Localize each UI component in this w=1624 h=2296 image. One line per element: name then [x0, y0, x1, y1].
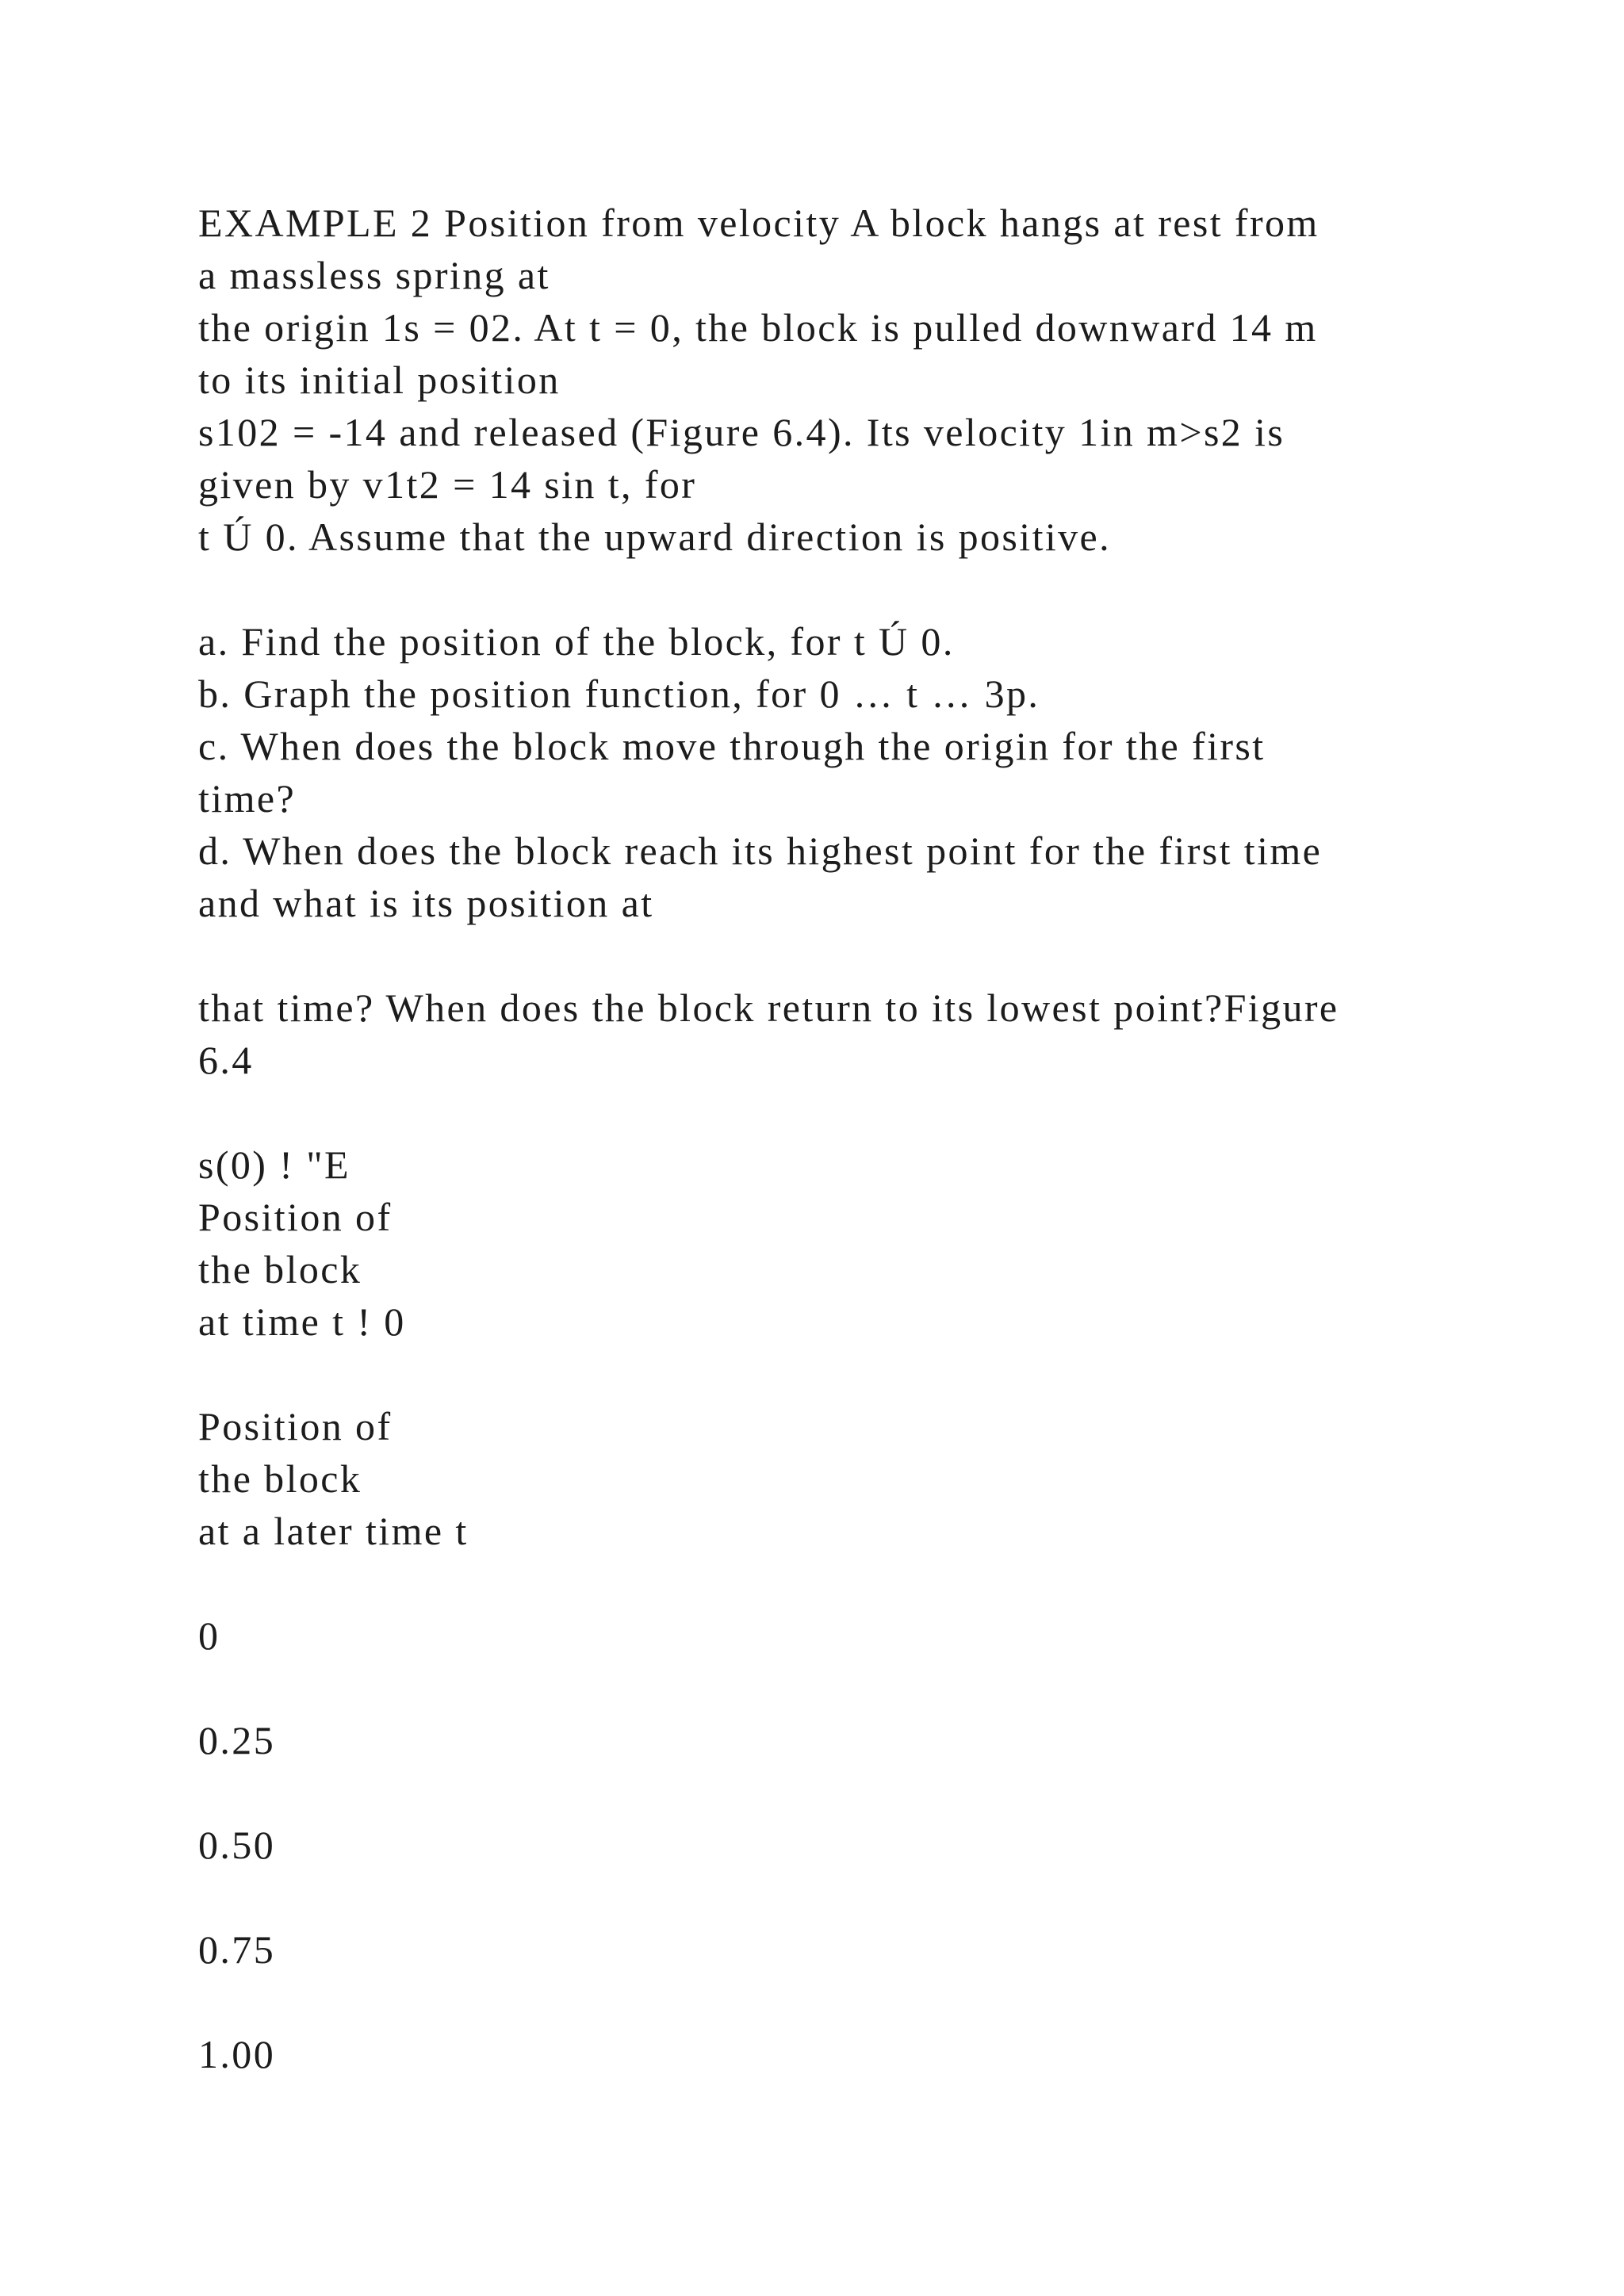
question-line-b: b. Graph the position function, for 0 … t … 3p. [198, 672, 1040, 716]
problem-text-line: EXAMPLE 2 Position from velocity A block hangs at rest from [198, 201, 1320, 245]
question-line-a: a. Find the position of the block, for t Ú 0. [198, 619, 955, 664]
figure-number: 6.4 [198, 1038, 254, 1082]
figure-label-initial: at time t ! 0 [198, 1299, 406, 1344]
continuation-line: that time? When does the block return to its lowest point?Figure [198, 985, 1339, 1030]
axis-value: 0.50 [198, 1823, 276, 1867]
question-line-c-cont: time? [198, 776, 297, 821]
problem-text-line: to its initial position [198, 358, 561, 402]
question-line-d: d. When does the block reach its highest point for the first time [198, 828, 1323, 873]
problem-text-line: given by v1t2 = 14 sin t, for [198, 462, 697, 507]
figure-label-later: at a later time t [198, 1509, 469, 1553]
question-line-c: c. When does the block move through the origin for the first [198, 724, 1266, 768]
question-line-d-cont: and what is its position at [198, 881, 654, 925]
axis-value: 0.25 [198, 1718, 276, 1762]
problem-text-line: the origin 1s = 02. At t = 0, the block is pulled downward 14 m [198, 305, 1318, 350]
figure-label-initial: s(0) ! "E [198, 1142, 350, 1187]
figure-label-later: the block [198, 1456, 362, 1501]
problem-text-line: a massless spring at [198, 253, 550, 297]
problem-text-line: t Ú 0. Assume that the upward direction is positive. [198, 515, 1112, 559]
axis-value: 1.00 [198, 2032, 276, 2076]
problem-text-line: s102 = -14 and released (Figure 6.4). Its velocity 1in m>s2 is [198, 410, 1285, 454]
figure-label-initial: Position of [198, 1195, 393, 1239]
axis-value: 0.75 [198, 1927, 276, 1972]
axis-value: 0 [198, 1613, 220, 1658]
figure-label-later: Position of [198, 1404, 393, 1448]
figure-label-initial: the block [198, 1247, 362, 1292]
